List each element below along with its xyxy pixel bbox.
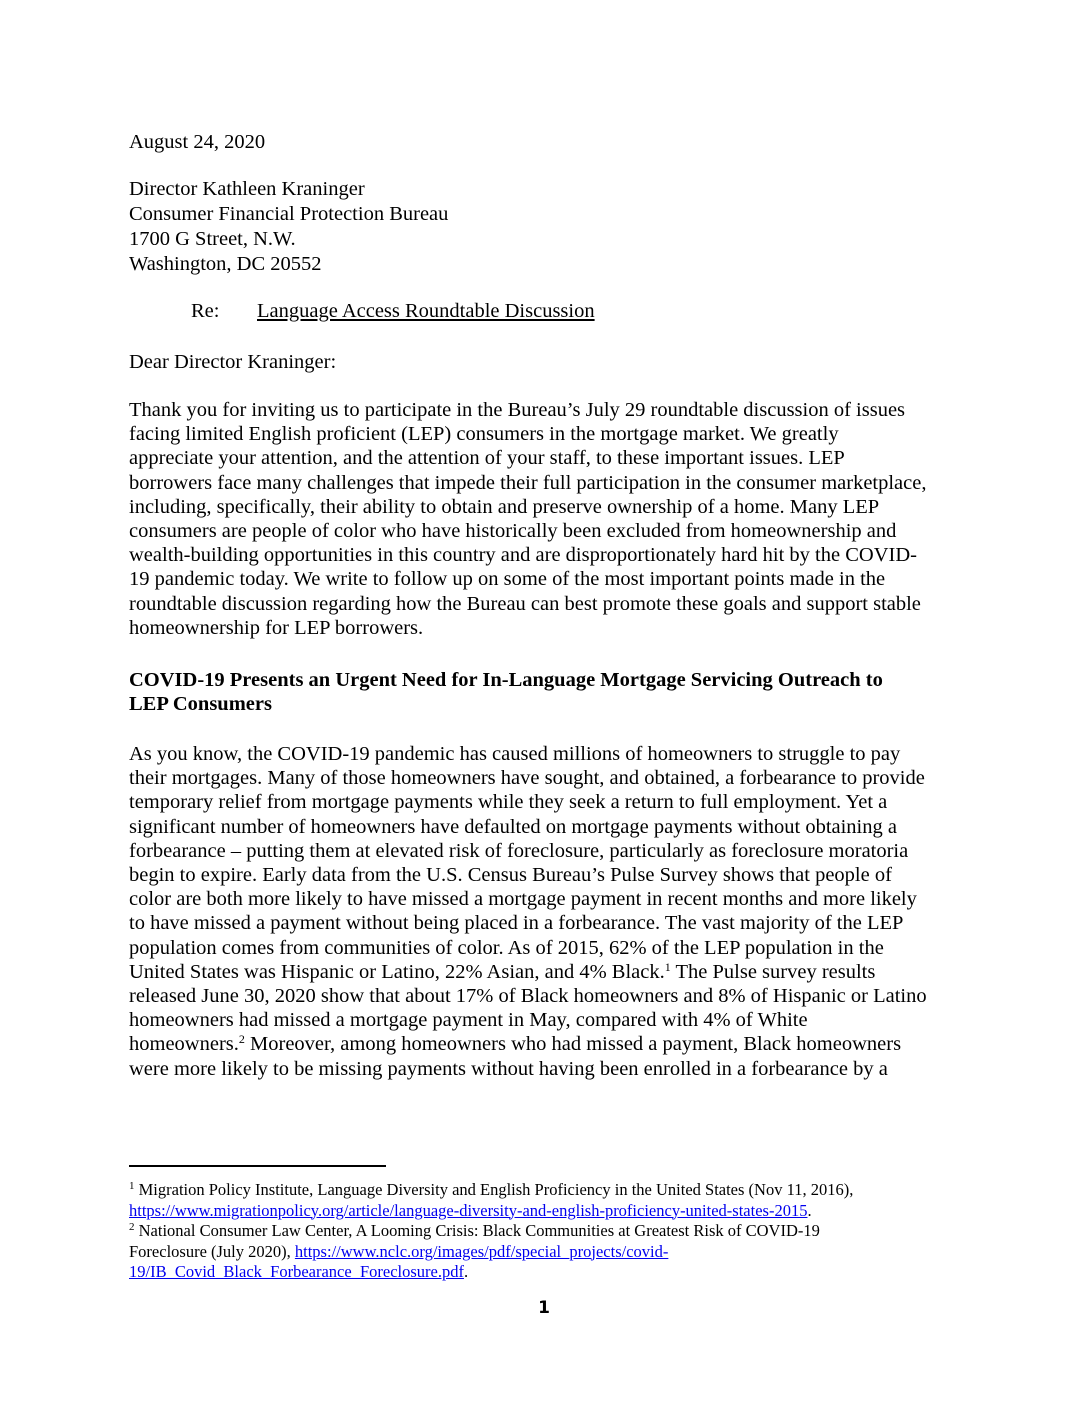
paragraph-line: borrowers face many challenges that impede their full participation in the consumer marketplace, — [129, 471, 927, 494]
address-line: Washington, DC 20552 — [129, 253, 322, 275]
footnote-link[interactable]: 19/IB_Covid_Black_Forbearance_Foreclosure.pdf — [129, 1262, 464, 1281]
salutation: Dear Director Kraninger: — [129, 351, 337, 373]
paragraph-line: consumers are people of color who have historically been excluded from homeownership and — [129, 520, 897, 543]
footnote-ref-1[interactable]: 1 — [664, 959, 671, 974]
section-heading — [129, 668, 883, 716]
footnote-1 — [129, 1180, 969, 1201]
text-span: The Pulse survey results — [670, 960, 876, 983]
footnote-text: National Consumer Law Center, A Looming Crisis: Black Communities at Greatest Risk of COVID-19 — [134, 1221, 820, 1240]
paragraph-line: population comes from communities of color. As of 2015, 62% of the LEP population in the — [129, 936, 884, 959]
paragraph-line: significant number of homeowners have defaulted on mortgage payments without obtaining a — [129, 815, 897, 838]
footnote-ref-2[interactable]: 2 — [238, 1032, 245, 1047]
footnote-number: 2 — [129, 1221, 135, 1233]
paragraph-line: color are both more likely to have missed a mortgage payment in recent months and more likely — [129, 888, 917, 911]
page-number: 1 — [538, 1298, 550, 1318]
paragraph-line — [129, 1032, 964, 1056]
address-line: Consumer Financial Protection Bureau — [129, 203, 449, 225]
paragraph-line: begin to expire. Early data from the U.S. Census Bureau’s Pulse Survey shows that people of — [129, 864, 892, 887]
paragraph-line: roundtable discussion regarding how the Bureau can best promote these goals and support stable — [129, 592, 921, 615]
footnote-2-line2 — [129, 1242, 969, 1263]
paragraph-line: including, specifically, their ability to obtain and preserve ownership of a home. Many LEP — [129, 495, 880, 518]
address-line: 1700 G Street, N.W. — [129, 228, 296, 250]
footnote-text: . — [807, 1200, 812, 1220]
footnote-link[interactable]: https://www.nclc.org/images/pdf/special_projects/covid- — [294, 1241, 669, 1261]
paragraph-line: homeowners had missed a mortgage payment in May, compared with 4% of White — [129, 1009, 808, 1032]
footnote-separator — [129, 1165, 386, 1167]
intro-paragraph — [129, 398, 964, 640]
footnote-text: Foreclosure (July 2020), — [129, 1241, 295, 1261]
paragraph-line — [129, 960, 964, 984]
footnote-number: 1 — [129, 1180, 135, 1192]
paragraph-line: forbearance – putting them at elevated risk of foreclosure, particularly as foreclosure moratoria — [129, 839, 909, 862]
paragraph-line: As you know, the COVID-19 pandemic has caused millions of homeowners to struggle to pay — [129, 743, 901, 765]
footnote-2 — [129, 1221, 969, 1242]
footnote-text: Migration Policy Institute, Language Diversity and English Proficiency in the United States (Nov 11, 2016), — [134, 1180, 854, 1199]
paragraph-line: homeownership for LEP borrowers. — [129, 616, 424, 639]
text-span: United States was Hispanic or Latino, 22% Asian, and 4% Black. — [129, 960, 665, 983]
paragraph-line: Thank you for inviting us to participate in the Bureau’s July 29 roundtable discussion of issues — [129, 399, 906, 421]
text-span: homeowners. — [129, 1033, 239, 1056]
footnote-1-link-line — [129, 1201, 969, 1222]
heading-line: COVID-19 Presents an Urgent Need for In-Language Mortgage Servicing Outreach to — [129, 669, 883, 691]
text-span: Moreover, among homeowners who had missed a payment, Black homeowners — [244, 1033, 902, 1056]
paragraph-line: to have missed a payment without being placed in a forbearance. The vast majority of the LEP — [129, 912, 904, 935]
heading-line: LEP Consumers — [129, 693, 272, 715]
paragraph-line: facing limited English proficient (LEP) consumers in the mortgage market. We greatly — [129, 423, 839, 446]
paragraph-line: wealth-building opportunities in this country and are disproportionately hard hit by the COVID- — [129, 544, 917, 567]
paragraph-line: released June 30, 2020 show that about 17% of Black homeowners and 8% of Hispanic or Latino — [129, 985, 927, 1008]
address-line: Director Kathleen Kraninger — [129, 178, 365, 200]
re-subject: Language Access Roundtable Discussion — [257, 300, 595, 322]
footnotes — [129, 1180, 969, 1283]
footnote-text: . — [463, 1262, 469, 1281]
letter-date: August 24, 2020 — [129, 131, 266, 153]
footnote-link[interactable]: https://www.migrationpolicy.org/article/language-diversity-and-english-proficiency-united-states-2015 — [129, 1200, 808, 1220]
paragraph-line: were more likely to be missing payments without having been enrolled in a forbearance by a — [129, 1057, 888, 1080]
footnote-2-line3 — [129, 1262, 969, 1283]
paragraph-line: 19 pandemic today. We write to follow up on some of the most important points made in the — [129, 568, 886, 591]
re-label: Re: — [191, 300, 220, 322]
paragraph-line: temporary relief from mortgage payments while they seek a return to full employment. Yet a — [129, 791, 888, 814]
paragraph-line: their mortgages. Many of those homeowners have sought, and obtained, a forbearance to provide — [129, 767, 925, 790]
body-paragraph — [129, 742, 964, 1081]
paragraph-line: appreciate your attention, and the attention of your staff, to these important issues. LEP — [129, 447, 845, 470]
